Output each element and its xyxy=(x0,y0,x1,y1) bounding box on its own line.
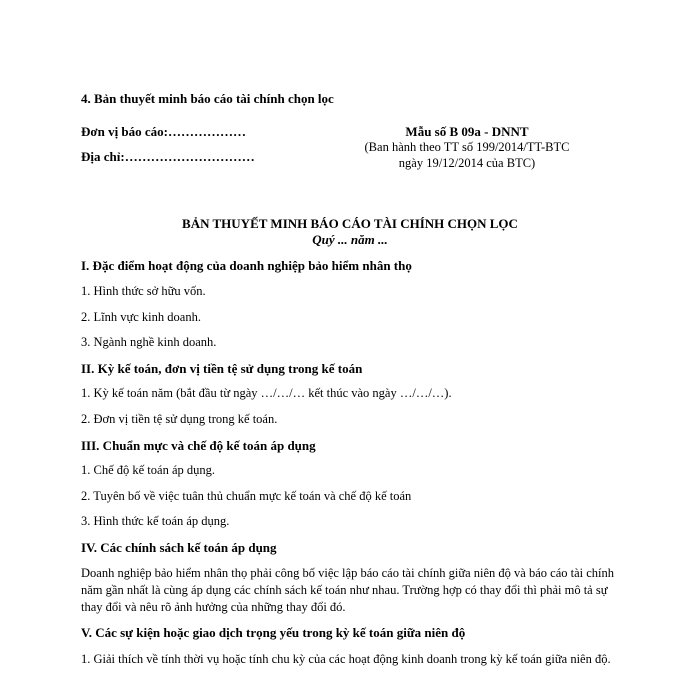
address-label: Địa chỉ:………………………… xyxy=(81,149,255,164)
section-3-item-3: 3. Hình thức kế toán áp dụng. xyxy=(81,514,230,528)
section-heading-2: II. Kỳ kế toán, đơn vị tiền tệ sử dụng trong kế toán xyxy=(81,361,363,376)
section-heading-5: V. Các sự kiện hoặc giao dịch trọng yếu trong kỳ kế toán giữa niên độ xyxy=(81,625,466,640)
issued-line-1: (Ban hành theo TT số 199/2014/TT-BTC xyxy=(364,140,570,154)
section-1-item-2: 2. Lĩnh vực kinh doanh. xyxy=(81,310,201,324)
section-3-item-1: 1. Chế độ kế toán áp dụng. xyxy=(81,463,216,477)
section-3-item-2: 2. Tuyên bố về việc tuân thủ chuẩn mực kế toán và chế độ kế toán xyxy=(81,489,412,503)
section-heading-1: I. Đặc điểm hoạt động của doanh nghiệp bảo hiểm nhân thọ xyxy=(81,258,412,273)
section-1-item-1: 1. Hình thức sở hữu vốn. xyxy=(81,284,206,298)
unit-label: Đơn vị báo cáo:……………… xyxy=(81,124,247,139)
section-heading-3: III. Chuẩn mực và chế độ kế toán áp dụng xyxy=(81,438,316,453)
form-code: Mẫu số B 09a - DNNT xyxy=(405,124,529,139)
section-4-paragraph: Doanh nghiệp bảo hiểm nhân thọ phải công bố việc lập báo cáo tài chính giữa niên độ và báo cáo tài chính năm gần nhất là cùng áp dụng các chính sách kế toán như nhau. Trường hợp có thay đổi thì phải mô tả sự thay đổi và nêu rõ ảnh hưởng của những thay đổi đó. xyxy=(81,566,615,614)
section-2-item-2: 2. Đơn vị tiền tệ sử dụng trong kế toán. xyxy=(81,412,278,426)
section-2-item-1: 1. Kỳ kế toán năm (bắt đầu từ ngày …/…/… kết thúc vào ngày …/…/…). xyxy=(81,386,452,400)
doc-title: BẢN THUYẾT MINH BÁO CÁO TÀI CHÍNH CHỌN LỌC xyxy=(182,216,518,231)
section-5-paragraph: 1. Giải thích về tính thời vụ hoặc tính chu kỳ của các hoạt động kinh doanh trong kỳ kế toán giữa niên độ. xyxy=(81,652,611,666)
section-title: 4. Bản thuyết minh báo cáo tài chính chọn lọc xyxy=(81,91,334,106)
issued-line-2: ngày 19/12/2014 của BTC) xyxy=(398,156,536,170)
section-heading-4: IV. Các chính sách kế toán áp dụng xyxy=(81,540,277,555)
doc-subtitle: Quý ... năm ... xyxy=(312,232,388,247)
section-1-item-3: 3. Ngành nghề kinh doanh. xyxy=(81,335,217,349)
